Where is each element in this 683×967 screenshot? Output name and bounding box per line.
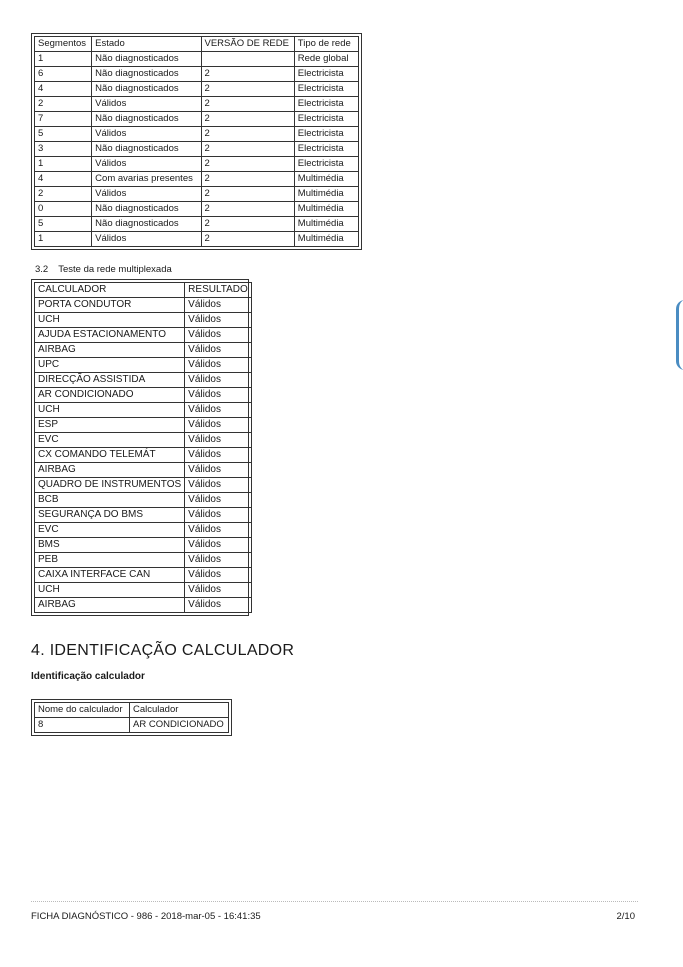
table-cell: 2 [35, 97, 92, 112]
footer-page-number: 2/10 [616, 911, 635, 922]
table-cell: Não diagnosticados [92, 82, 201, 97]
multiplex-test-table [31, 279, 249, 616]
table-cell: UCH [35, 583, 185, 598]
table-row [35, 187, 359, 202]
table-cell: 2 [201, 142, 294, 157]
table-cell [201, 52, 294, 67]
table-cell: Válidos [185, 373, 252, 388]
table-row [35, 298, 252, 313]
table-cell: Válidos [185, 583, 252, 598]
table-cell: Válidos [185, 598, 252, 613]
table-row [35, 403, 252, 418]
header-cell: Estado [92, 37, 201, 52]
table-row [35, 598, 252, 613]
table-cell: QUADRO DE INSTRUMENTOS [35, 478, 185, 493]
table-cell: Válidos [92, 157, 201, 172]
table-cell: Válidos [185, 433, 252, 448]
section-4-subheading: Identificação calculador [31, 671, 145, 682]
table-row [35, 358, 252, 373]
table-cell: AJUDA ESTACIONAMENTO [35, 328, 185, 343]
table-cell: 4 [35, 172, 92, 187]
table-row [35, 463, 252, 478]
multiplex-table-body [35, 283, 252, 613]
table-row [35, 478, 252, 493]
table-cell: PORTA CONDUTOR [35, 298, 185, 313]
table-cell: Válidos [185, 553, 252, 568]
table-cell: Rede global [294, 52, 358, 67]
table-cell: Não diagnosticados [92, 112, 201, 127]
table-cell: DIRECÇÃO ASSISTIDA [35, 373, 185, 388]
header-cell: Segmentos [35, 37, 92, 52]
table-row [35, 418, 252, 433]
table-cell: Electricista [294, 82, 358, 97]
table-cell: 2 [201, 217, 294, 232]
table-cell: Válidos [185, 523, 252, 538]
table-cell: Válidos [185, 418, 252, 433]
table-cell: 2 [201, 112, 294, 127]
table-cell: Multimédia [294, 187, 358, 202]
header-cell: CALCULADOR [35, 283, 185, 298]
table-cell: EVC [35, 523, 185, 538]
table-cell: Válidos [185, 448, 252, 463]
table-header-row [35, 283, 252, 298]
table-cell: UPC [35, 358, 185, 373]
table-cell: AIRBAG [35, 598, 185, 613]
table-row [35, 142, 359, 157]
table-cell: Válidos [185, 508, 252, 523]
table-row [35, 508, 252, 523]
table-cell: Electricista [294, 67, 358, 82]
table-cell: SEGURANÇA DO BMS [35, 508, 185, 523]
segments-table-body [35, 37, 359, 247]
table-cell: AR CONDICIONADO [130, 718, 229, 733]
table-row [35, 343, 252, 358]
table-cell: 5 [35, 217, 92, 232]
table-cell: Válidos [185, 463, 252, 478]
footer-divider [31, 901, 638, 902]
table-cell: 0 [35, 202, 92, 217]
table-row [35, 202, 359, 217]
table-cell: 8 [35, 718, 130, 733]
section-number: 3.2 [35, 264, 49, 275]
table-row [35, 448, 252, 463]
section-4-heading: 4. IDENTIFICAÇÃO CALCULADOR [31, 642, 295, 659]
table-row [35, 97, 359, 112]
table-cell: Válidos [92, 97, 201, 112]
table-row [35, 538, 252, 553]
table-cell: 2 [201, 187, 294, 202]
segments-table [31, 33, 362, 250]
table-cell: Válidos [92, 187, 201, 202]
table-cell: AIRBAG [35, 463, 185, 478]
table-cell: Não diagnosticados [92, 52, 201, 67]
table-row [35, 553, 252, 568]
table-cell: 6 [35, 67, 92, 82]
table-cell: Multimédia [294, 232, 358, 247]
table-cell: 1 [35, 157, 92, 172]
section-3-2-title [35, 264, 172, 275]
table-row [35, 217, 359, 232]
table-row [35, 157, 359, 172]
table-cell: Válidos [185, 493, 252, 508]
identification-table-body [35, 703, 229, 733]
table-cell: AIRBAG [35, 343, 185, 358]
table-cell: Multimédia [294, 202, 358, 217]
table-row [35, 172, 359, 187]
table-cell: 5 [35, 127, 92, 142]
table-row [35, 67, 359, 82]
table-cell: CAIXA INTERFACE CAN [35, 568, 185, 583]
table-cell: Válidos [185, 538, 252, 553]
table-cell: BMS [35, 538, 185, 553]
table-cell: Válidos [185, 313, 252, 328]
table-row [35, 82, 359, 97]
table-cell: 2 [201, 232, 294, 247]
table-cell: Multimédia [294, 172, 358, 187]
table-cell: Válidos [185, 568, 252, 583]
footer-document-info: FICHA DIAGNÓSTICO - 986 - 2018-mar-05 - 16:41:35 [31, 911, 261, 922]
table-row [35, 112, 359, 127]
table-row [35, 52, 359, 67]
table-cell: 2 [201, 127, 294, 142]
table-cell: Multimédia [294, 217, 358, 232]
table-row [35, 328, 252, 343]
table-cell: Válidos [185, 388, 252, 403]
table-cell: 3 [35, 142, 92, 157]
table-cell: Não diagnosticados [92, 202, 201, 217]
table-header-row [35, 37, 359, 52]
table-cell: 4 [35, 82, 92, 97]
page-edge-mark [676, 300, 683, 370]
table-row [35, 568, 252, 583]
table-cell: 2 [35, 187, 92, 202]
table-row [35, 127, 359, 142]
table-cell: 2 [201, 67, 294, 82]
table-row [35, 313, 252, 328]
table-row [35, 373, 252, 388]
table-cell: 2 [201, 157, 294, 172]
header-cell: RESULTADO [185, 283, 252, 298]
table-cell: PEB [35, 553, 185, 568]
header-cell: Nome do calculador [35, 703, 130, 718]
table-row [35, 583, 252, 598]
table-cell: 2 [201, 202, 294, 217]
table-cell: Electricista [294, 112, 358, 127]
table-cell: 2 [201, 82, 294, 97]
table-row [35, 718, 229, 733]
table-cell: Não diagnosticados [92, 142, 201, 157]
table-header-row [35, 703, 229, 718]
table-cell: Válidos [185, 328, 252, 343]
table-cell: Com avarias presentes [92, 172, 201, 187]
section-title: Teste da rede multiplexada [58, 264, 172, 275]
table-cell: 7 [35, 112, 92, 127]
table-cell: Válidos [185, 343, 252, 358]
table-cell: Válidos [185, 403, 252, 418]
header-cell: VERSÃO DE REDE [201, 37, 294, 52]
table-row [35, 388, 252, 403]
header-cell: Tipo de rede [294, 37, 358, 52]
table-cell: Válidos [185, 358, 252, 373]
table-cell: Não diagnosticados [92, 217, 201, 232]
table-cell: Válidos [92, 127, 201, 142]
header-cell: Calculador [130, 703, 229, 718]
table-cell: Válidos [92, 232, 201, 247]
table-cell: Electricista [294, 127, 358, 142]
table-row [35, 523, 252, 538]
table-cell: 2 [201, 97, 294, 112]
table-cell: 1 [35, 232, 92, 247]
table-cell: UCH [35, 403, 185, 418]
table-cell: CX COMANDO TELEMÁT [35, 448, 185, 463]
table-row [35, 232, 359, 247]
table-cell: AR CONDICIONADO [35, 388, 185, 403]
identification-table [31, 699, 232, 736]
table-cell: Electricista [294, 142, 358, 157]
table-cell: ESP [35, 418, 185, 433]
table-cell: EVC [35, 433, 185, 448]
table-cell: 1 [35, 52, 92, 67]
table-cell: Válidos [185, 478, 252, 493]
table-cell: Válidos [185, 298, 252, 313]
table-cell: UCH [35, 313, 185, 328]
table-cell: Não diagnosticados [92, 67, 201, 82]
table-row [35, 433, 252, 448]
table-cell: Electricista [294, 97, 358, 112]
table-row [35, 493, 252, 508]
table-cell: 2 [201, 172, 294, 187]
table-cell: Electricista [294, 157, 358, 172]
table-cell: BCB [35, 493, 185, 508]
